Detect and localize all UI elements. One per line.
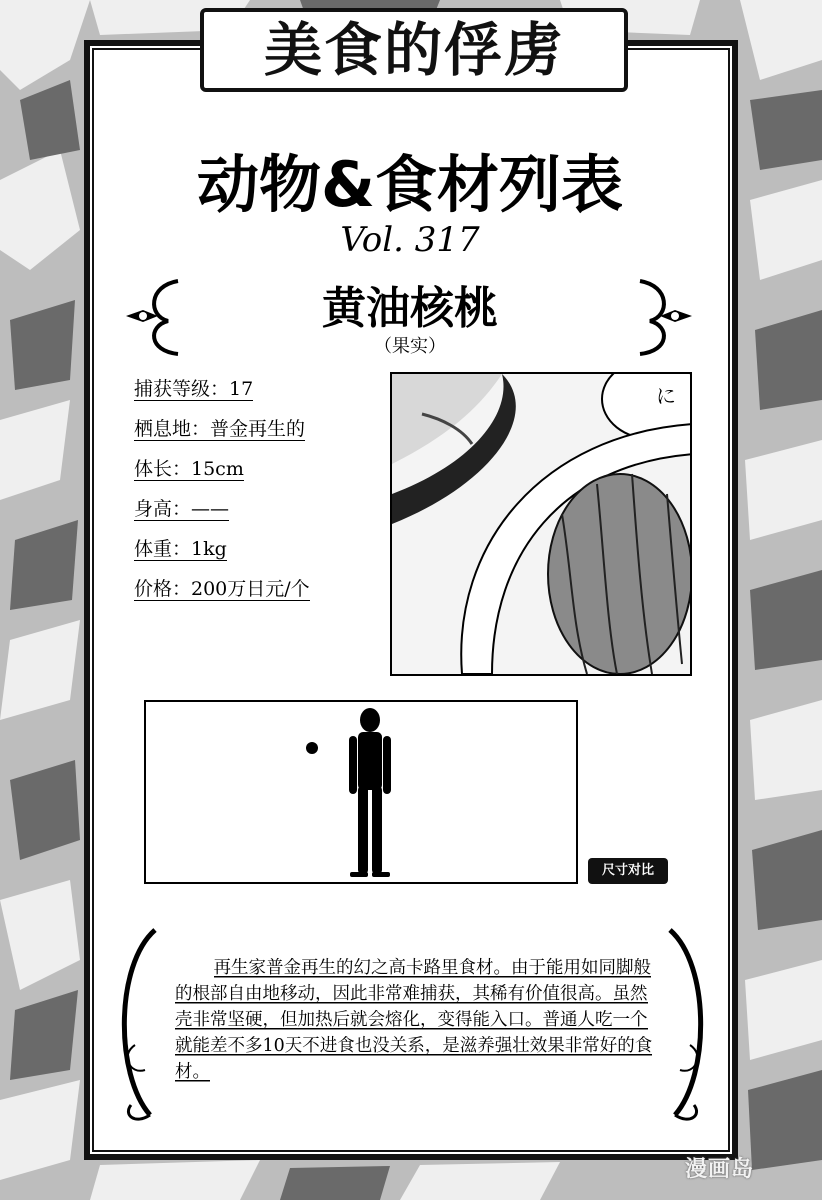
volume-number: Vol. 317 (340, 220, 480, 260)
left-ornament-icon (118, 276, 188, 356)
stat-price: 价格：200万日元/个 (134, 578, 310, 600)
stat-capture-level: 捕获等级：17 (134, 378, 254, 400)
walnut-dot-icon (306, 742, 318, 754)
stat-length: 体长：15cm (134, 458, 244, 480)
sfx-text: に (656, 384, 676, 408)
left-scroll-ornament-icon (105, 925, 165, 1135)
ingredient-category: （果实） (374, 336, 446, 357)
right-scroll-ornament-icon (660, 925, 720, 1135)
description-text: 再生家普金再生的幻之高卡路里食材。由于能用如同脚般的根部自由地移动，因此非常难捕获，其稀有价值很高。虽然壳非常坚硬，但加热后就会熔化，变得能入口。普通人吃一个就能差不多10天不进食也没关系，是滋养强壮效果非常好的食材。 (175, 958, 653, 1082)
right-ornament-icon (630, 276, 700, 356)
ingredient-name: 黄油核桃 (322, 283, 498, 334)
size-comparison-figures (146, 702, 576, 882)
ingredient-illustration (390, 372, 692, 676)
stats-list (134, 372, 374, 612)
stat-habitat: 栖息地：普金再生的 (134, 418, 306, 440)
size-comparison-label: 尺寸对比 (588, 858, 668, 884)
size-comparison-box (144, 700, 578, 884)
series-banner: 美食的俘虏 (200, 8, 628, 92)
human-silhouette-icon (349, 708, 391, 877)
stat-height: 身高：—— (134, 498, 230, 520)
walnut-illustration (392, 374, 692, 676)
stat-weight: 体重：1kg (134, 538, 227, 560)
watermark: 漫画岛 (685, 1157, 755, 1182)
page-title: 动物&食材列表 (196, 148, 624, 221)
